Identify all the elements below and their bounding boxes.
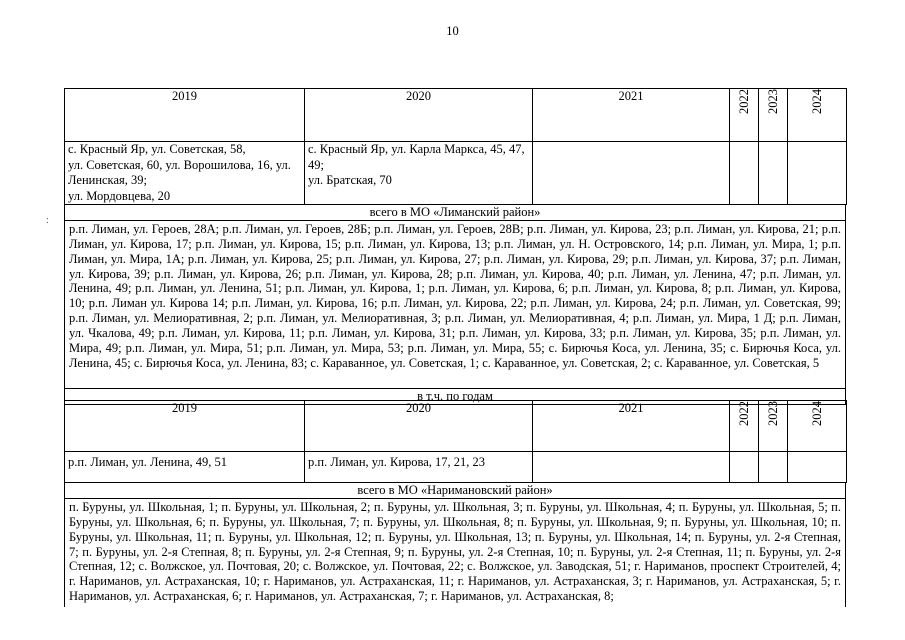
year-header-2023: [759, 401, 788, 452]
margin-mark: :: [46, 215, 49, 226]
year-header-2022: [730, 401, 759, 452]
year-label-2022: 2022: [736, 89, 751, 114]
liman-total-header: всего в МО «Лиманский район»: [64, 205, 846, 221]
cell-2021-empty: [533, 452, 730, 483]
cell-2020-addresses: р.п. Лиман, ул. Кирова, 17, 21, 23: [305, 452, 533, 483]
narimanov-address-list: п. Буруны, ул. Школьная, 1; п. Буруны, ул. Школьная, 2; п. Буруны, ул. Школьная, 3; п. Буруны, ул. Школьная, 4; п. Буруны, ул. Школьная, 5; п. Буруны, ул. Школьная, 6; п. Буруны, ул. Школьная, 7; п. Буруны, ул. Школьная, 8; п. Буруны, ул. Школьная, 9; п. Буруны, ул. Школьная, 10; п. Буруны, ул. Школьная, 11; п. Буруны, ул. Школьная, 12; п. Буруны, ул. Школьная, 13; п. Буруны, ул. Школьная, 14; п. Буруны, ул. 2-я Степная, 7; п. Буруны, ул. 2-я Степная, 8; п. Буруны, ул. 2-я Степная, 9; п. Буруны, ул. 2-я Степная, 10; п. Буруны, ул. 2-я Степная, 11; п. Буруны, ул. 2-я Степная, 12; с. Волжское, ул. Почтовая, 20; с. Волжское, ул. Почтовая, 22; с. Волжское, ул. Заводская, 51; г. Нариманов, проспект Строителей, 4; г. Нариманов, ул. Астраханская, 10; г. Нариманов, ул. Астраханская, 11; г. Нариманов, ул. Астраханская, 3; г. Нариманов, ул. Астраханская, 5; г. Нариманов, ул. Астраханская, 6; г. Нариманов, ул. Астраханская, 7; г. Нариманов, ул. Астраханская, 8;: [64, 499, 846, 607]
liman-address-list: р.п. Лиман, ул. Героев, 28А; р.п. Лиман, ул. Героев, 28Б; р.п. Лиман, ул. Героев, 28В; р.п. Лиман, ул. Кирова, 23; р.п. Лиман, ул. Кирова, 21; р.п. Лиман, ул. Кирова, 17; р.п. Лиман, ул. Кирова, 15; р.п. Лиман, ул. Кирова, 13; р.п. Лиман, ул. Н. Островского, 14; р.п. Лиман, ул. Мира, 1; р.п. Лиман, ул. Мира, 1А; р.п. Лиман, ул. Кирова, 25; р.п. Лиман, ул. Кирова, 27; р.п. Лиман, ул. Кирова, 29; р.п. Лиман, ул. Кирова, 37; р.п. Лиман, ул. Кирова, 39; р.п. Лиман, ул. Кирова, 26; р.п. Лиман, ул. Кирова, 28; р.п. Лиман, ул. Кирова, 40; р.п. Лиман, ул. Ленина, 47; р.п. Лиман, ул. Ленина, 49; р.п. Лиман, ул. Ленина, 51; р.п. Лиман, ул. Кирова, 1; р.п. Лиман, ул. Кирова, 6; р.п. Лиман, ул. Кирова, 8; р.п. Лиман, ул. Кирова, 10; р.п. Лиман ул. Кирова 14; р.п. Лиман, ул. Кирова, 16; р.п. Лиман, ул. Кирова, 22; р.п. Лиман, ул. Кирова, 24; р.п. Лиман, ул. Советская, 99; р.п. Лиман, ул. Мелиоративная, 2; р.п. Лиман, ул. Мелиоративная, 3; р.п. Лиман, ул. Мелиоративная, 4; р.п. Лиман, ул. Мира, 1 Д; р.п. Лиман, ул. Чкалова, 49; р.п. Лиман, ул. Кирова, 11; р.п. Лиман, ул. Кирова, 31; р.п. Лиман, ул. Кирова, 33; р.п. Лиман, ул. Кирова, 35; р.п. Лиман, ул. Мира, 49; р.п. Лиман, ул. Мира, 51; р.п. Лиман, ул. Мира, 53; р.п. Лиман, ул. Мира, 55; с. Бирючья Коса, ул. Ленина, 35; с. Бирючья Коса, ул. Ленина, 45; с. Бирючья Коса, ул. Ленина, 83; с. Караванное, ул. Советская, 1; с. Караванное, ул. Советская, 2; с. Караванное, ул. Советская, 5: [64, 221, 846, 389]
year-header-2023: [759, 89, 788, 142]
cell-2022-empty: [730, 452, 759, 483]
year-header-2024: [788, 401, 847, 452]
address-line: с. Красный Яр, ул. Советская, 58,: [68, 142, 246, 156]
year-header-2021: 2021: [533, 89, 730, 142]
cell-2022-empty: [730, 142, 759, 205]
cell-2019-addresses: [65, 142, 305, 205]
cell-2021-empty: [533, 142, 730, 205]
year-label-2023: 2023: [765, 89, 780, 114]
table-krasny-yar: [64, 88, 846, 405]
cell-2023-empty: [759, 142, 788, 205]
years-table-1: [64, 88, 847, 205]
year-header-2020: 2020: [305, 401, 533, 452]
year-header-2019: 2019: [65, 401, 305, 452]
address-line: ул. Советская, 60, ул. Ворошилова, 16, ул. Ленинская, 39;: [68, 157, 291, 187]
cell-2019-addresses: р.п. Лиман, ул. Ленина, 49, 51: [65, 452, 305, 483]
year-header-2022: [730, 89, 759, 142]
narimanov-total-header: всего в МО «Наримановский район»: [64, 483, 846, 499]
cell-2023-empty: [759, 452, 788, 483]
by-years-label: в т.ч. по годам: [64, 389, 846, 405]
year-header-2020: 2020: [305, 89, 533, 142]
address-line: с. Красный Яр, ул. Карла Маркса, 45, 47, 49;: [308, 142, 525, 172]
cell-2024-empty: [788, 142, 847, 205]
address-line: ул. Мордовцева, 20: [68, 188, 171, 203]
year-header-2019: 2019: [65, 89, 305, 142]
year-header-2021: 2021: [533, 401, 730, 452]
year-label-2024: 2024: [809, 89, 824, 114]
year-label-2023: 2023: [765, 401, 780, 426]
year-header-2024: [788, 89, 847, 142]
cell-2024-empty: [788, 452, 847, 483]
page-number: 10: [446, 24, 459, 38]
year-label-2024: 2024: [809, 401, 824, 426]
year-label-2022: 2022: [736, 401, 751, 426]
table-liman-years: [64, 400, 846, 607]
address-line: ул. Братская, 70: [308, 173, 392, 187]
cell-2020-addresses: [305, 142, 533, 205]
years-table-2: [64, 400, 847, 483]
